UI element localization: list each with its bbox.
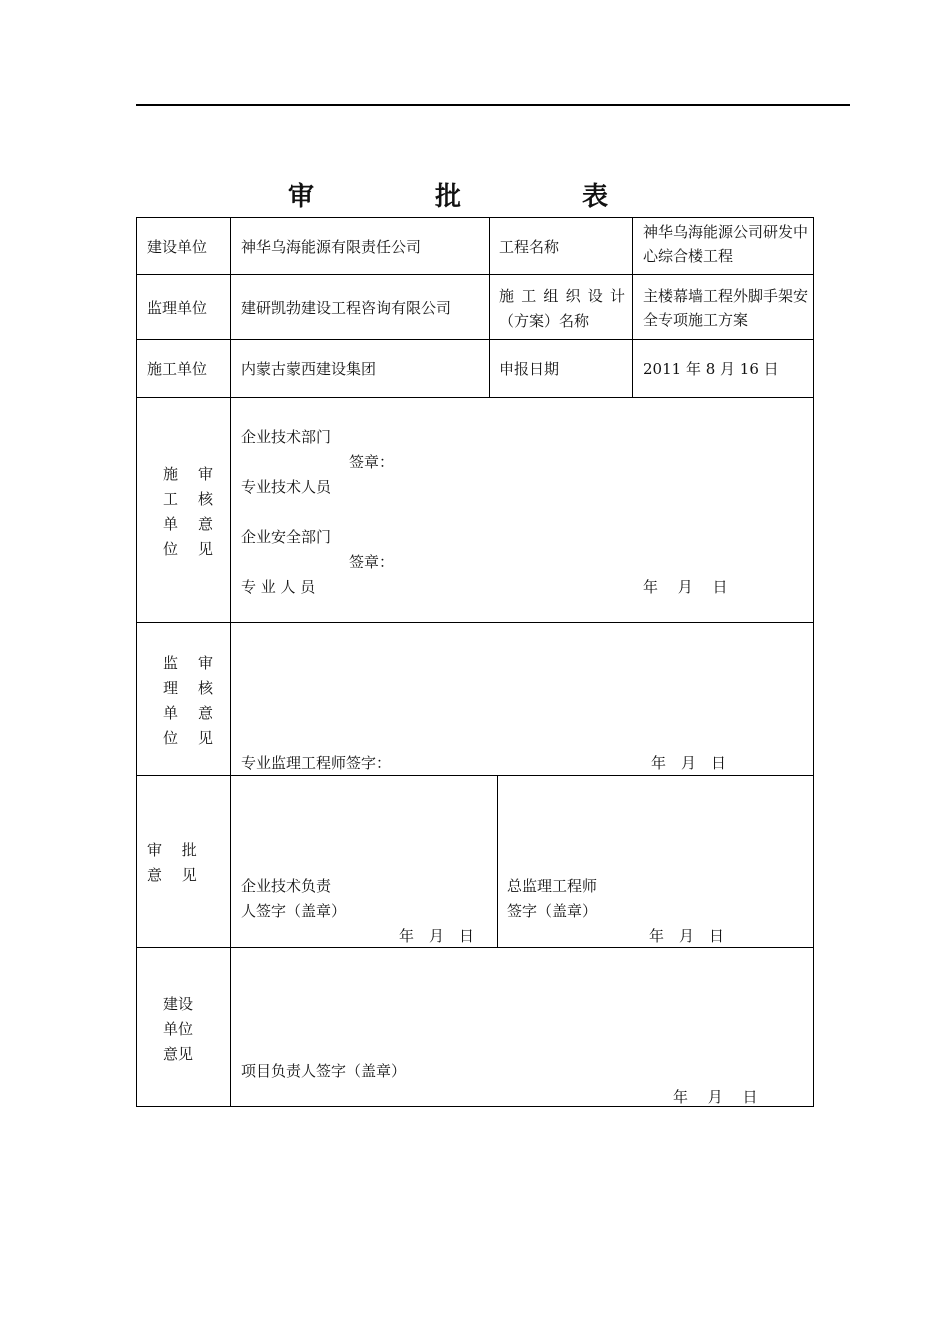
company-tech-lead-text: 企业技术负责 xyxy=(241,877,332,895)
owner-opinion-label: 单位 xyxy=(163,1020,194,1038)
supervision-label-char: 审 xyxy=(198,654,214,672)
supervision-label-char: 理 xyxy=(163,679,179,697)
row-divider xyxy=(137,775,814,776)
column-divider xyxy=(632,218,633,397)
tech-dept-text: 企业技术部门 xyxy=(241,428,332,446)
submit-date-label: 申报日期 xyxy=(499,360,560,378)
plan-name-label-line2: （方案）名称 xyxy=(499,312,590,330)
supervision-label-char: 位 xyxy=(163,729,179,747)
contractor-value: 内蒙古蒙西建设集团 xyxy=(241,360,377,378)
row-divider xyxy=(137,339,814,340)
plan-name-label-line1: 施工组织设计 xyxy=(499,287,625,305)
staff-text: 专 业 人 员 xyxy=(241,578,316,596)
construction-label-char: 施 xyxy=(163,465,179,483)
header-rule xyxy=(136,104,850,106)
safety-dept-text: 企业安全部门 xyxy=(241,528,332,546)
approval-label: 意 见 xyxy=(147,866,197,884)
supervision-label-char: 见 xyxy=(198,729,214,747)
owner-opinion-date: 年 月 日 xyxy=(673,1088,758,1106)
supervisor-unit-label: 监理单位 xyxy=(147,299,208,317)
construction-label-char: 意 xyxy=(198,515,214,533)
row-divider xyxy=(137,397,814,398)
supervision-date: 年 月 日 xyxy=(651,754,727,772)
column-divider xyxy=(230,218,231,1107)
construction-date: 年 月 日 xyxy=(643,578,728,596)
construction-label-char: 审 xyxy=(198,465,214,483)
supervision-label-char: 核 xyxy=(198,679,214,697)
row-divider xyxy=(137,622,814,623)
construction-label-char: 单 xyxy=(163,515,179,533)
contractor-label: 施工单位 xyxy=(147,360,208,378)
supervision-label-char: 监 xyxy=(163,654,179,672)
column-divider xyxy=(497,775,498,947)
chief-supervisor-text: 总监理工程师 xyxy=(507,877,598,895)
project-lead-signature: 项目负责人签字（盖章） xyxy=(241,1062,407,1080)
approval-label: 审 批 xyxy=(147,841,197,859)
company-tech-lead-signature: 人签字（盖章） xyxy=(241,902,347,920)
project-name-value: 神华乌海能源公司研发中心综合楼工程 xyxy=(643,223,809,265)
supervisor-unit-value: 建研凯勃建设工程咨询有限公司 xyxy=(241,299,452,317)
chief-approval-date: 年 月 日 xyxy=(649,927,725,945)
row-divider xyxy=(137,274,814,275)
project-name-label: 工程名称 xyxy=(499,238,560,256)
supervision-label-char: 单 xyxy=(163,704,179,722)
construction-label-char: 核 xyxy=(198,490,214,508)
seal-text: 签章： xyxy=(349,453,395,471)
construction-label-char: 见 xyxy=(198,540,214,558)
tech-staff-text: 专业技术人员 xyxy=(241,478,332,496)
owner-unit-label: 建设单位 xyxy=(147,238,208,256)
supervisor-signature: 专业监理工程师签字： xyxy=(241,754,392,772)
owner-opinion-label: 建设 xyxy=(163,995,194,1013)
construction-label-char: 位 xyxy=(163,540,179,558)
construction-label-char: 工 xyxy=(163,490,179,508)
seal-text: 签章： xyxy=(349,553,395,571)
company-approval-date: 年 月 日 xyxy=(399,927,475,945)
approval-form-table xyxy=(136,217,814,1107)
plan-name-value: 主楼幕墙工程外脚手架安全专项施工方案 xyxy=(643,287,809,329)
owner-unit-value: 神华乌海能源有限责任公司 xyxy=(241,238,422,256)
column-divider xyxy=(489,218,490,397)
owner-opinion-label: 意见 xyxy=(163,1045,194,1063)
submit-date-value: 2011 年 8 月 16 日 xyxy=(643,360,779,378)
supervision-label-char: 意 xyxy=(198,704,214,722)
page-title: 审 批 表 xyxy=(287,182,665,212)
chief-supervisor-signature: 签字（盖章） xyxy=(507,902,598,920)
